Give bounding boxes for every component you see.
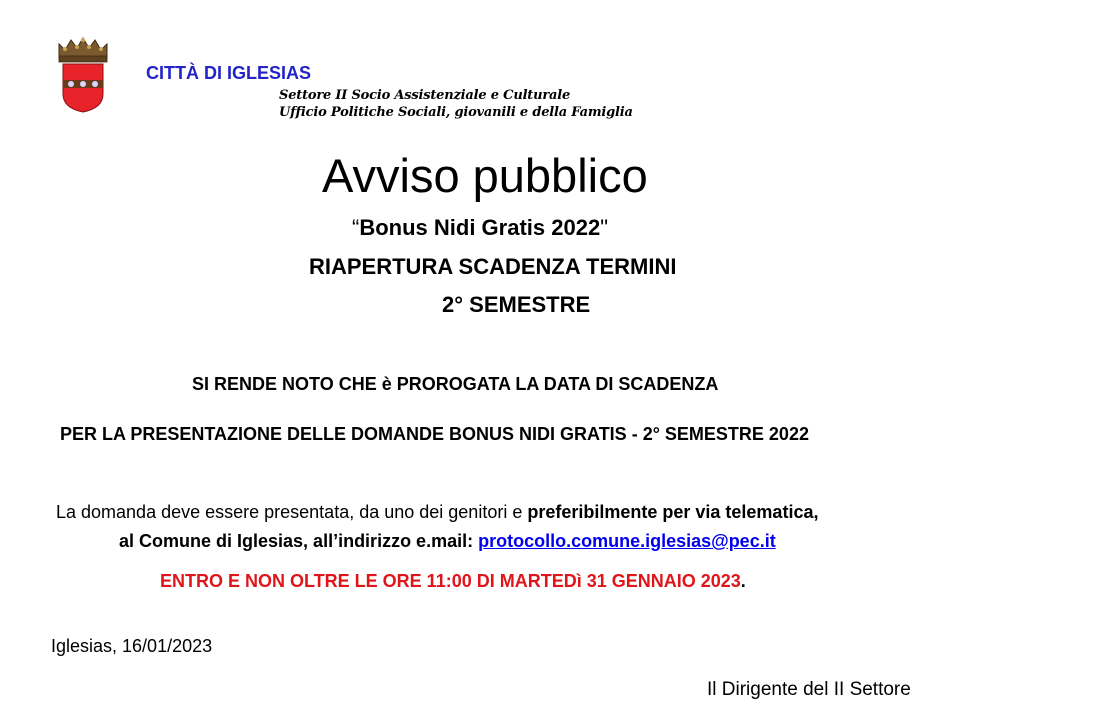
email-link[interactable]: protocollo.comune.iglesias@pec.it <box>478 531 776 551</box>
reopening-heading: RIAPERTURA SCADENZA TERMINI <box>309 254 677 279</box>
body-text: La domanda deve essere presentata, da uno dei genitori e <box>56 502 528 522</box>
signer: Il Dirigente del II Settore <box>707 679 911 700</box>
statement-line-2: PER LA PRESENTAZIONE DELLE DOMANDE BONUS NIDI GRATIS - 2° SEMESTRE 2022 <box>60 424 809 444</box>
office-line: Ufficio Politiche Sociali, giovanili e della Famiglia <box>279 105 633 120</box>
statement-line-1: SI RENDE NOTO CHE è PROROGATA LA DATA DI SCADENZA <box>192 374 719 394</box>
close-quote: " <box>600 215 608 240</box>
notice-subtitle <box>352 215 608 241</box>
body-paragraph-line-1 <box>56 502 818 523</box>
place-and-date: Iglesias, 16/01/2023 <box>51 636 213 656</box>
city-name: CITTÀ DI IGLESIAS <box>146 63 312 83</box>
subtitle-text: Bonus Nidi Gratis 2022 <box>359 215 601 240</box>
deadline-text: ENTRO E NON OLTRE LE ORE 11:00 DI MARTEDì 31 GENNAIO 2023 <box>160 571 741 591</box>
semester-heading: 2° SEMESTRE <box>442 292 591 317</box>
address-label: al Comune di Iglesias, all’indirizzo e.mail: <box>119 531 479 551</box>
body-paragraph-line-2 <box>119 531 776 552</box>
deadline-notice <box>160 571 746 592</box>
department-line: Settore II Socio Assistenziale e Culturale <box>279 88 571 103</box>
deadline-period: . <box>740 571 746 591</box>
open-quote: “ <box>352 215 360 240</box>
notice-title: Avviso pubblico <box>322 149 648 202</box>
body-emphasis: preferibilmente per via telematica, <box>527 502 819 522</box>
coat-of-arms-icon <box>55 36 111 114</box>
